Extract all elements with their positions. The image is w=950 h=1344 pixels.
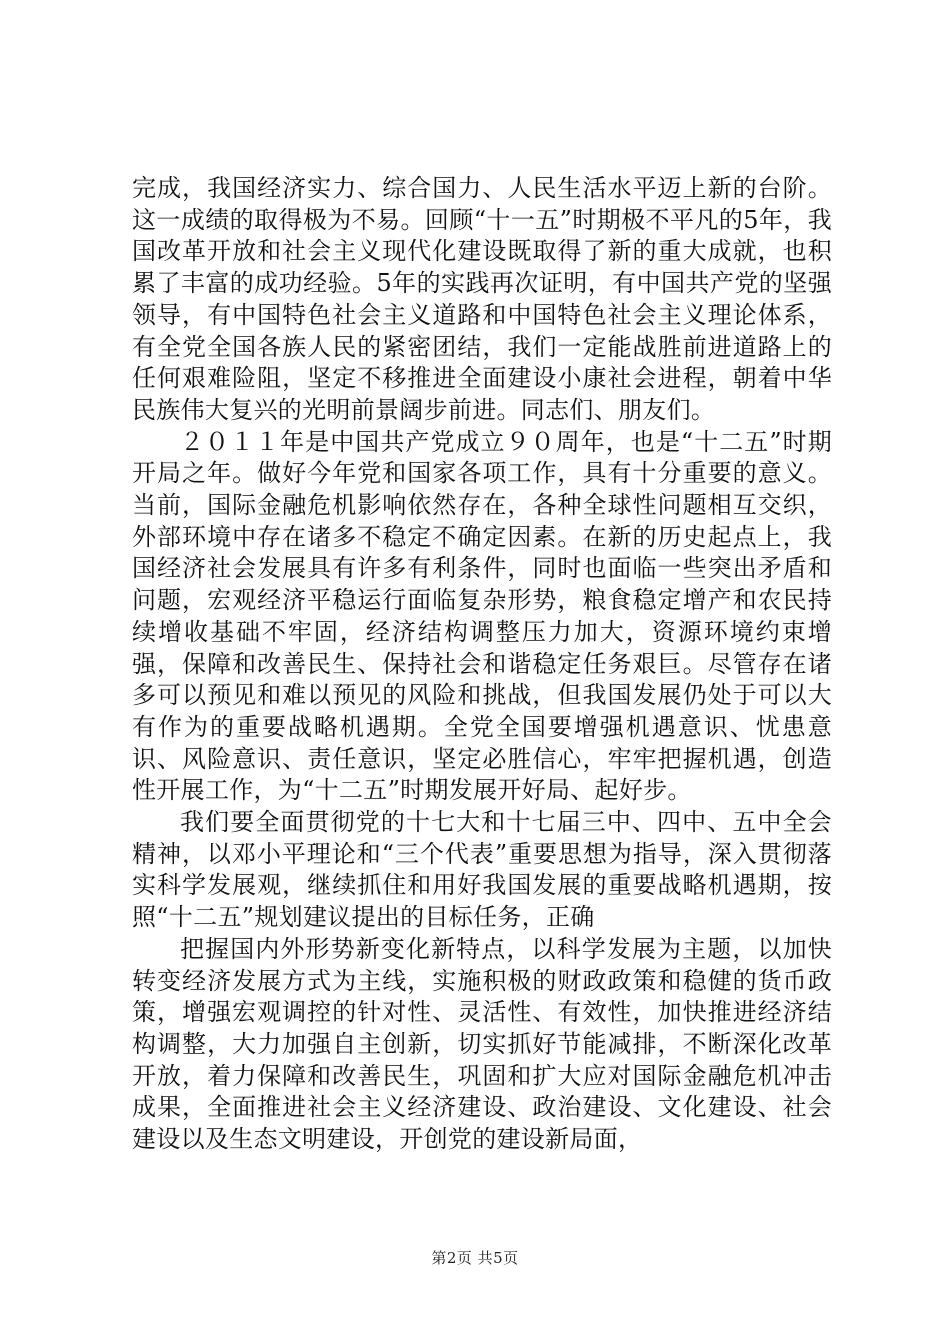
paragraph-3: 我们要全面贯彻党的十七大和十七届三中、四中、五中全会精神，以邓小平理论和“三个代表”重要思想为指导，深入贯彻落实科学发展观，继续抓住和用好我国发展的重要战略机遇期，按照“十二五”规划建议提出的目标任务，正确 <box>132 808 832 932</box>
paragraph-4: 把握国内外形势新变化新特点，以科学发展为主题，以加快转变经济发展方式为主线，实施积极的财政政策和稳健的货币政策，增强宏观调控的针对性、灵活性、有效性，加快推进经济结构调整，大力加强自主创新，切实抓好节能减排，不断深化改革开放，着力保障和改善民生，巩固和扩大应对国际金融危机冲击成果，全面推进社会主义经济建设、政治建设、文化建设、社会建设以及生态文明建设，开创党的建设新局面， <box>132 934 832 1154</box>
paragraph-1: 完成，我国经济实力、综合国力、人民生活水平迈上新的台阶。这一成绩的取得极为不易。回顾“十一五”时期极不平凡的5年，我国改革开放和社会主义现代化建设既取得了新的重大成就，也积累了丰富的成功经验。5年的实践再次证明，有中国共产党的坚强领导，有中国特色社会主义道路和中国特色社会主义理论体系，有全党全国各族人民的紧密团结，我们一定能战胜前进道路上的任何艰难险阻，坚定不移推进全面建设小康社会进程，朝着中华民族伟大复兴的光明前景阔步前进。同志们、朋友们。 <box>132 174 832 424</box>
paragraph-2: ２０１１年是中国共产党成立９０周年，也是“十二五”时期开局之年。做好今年党和国家各项工作，具有十分重要的意义。当前，国际金融危机影响依然存在，各种全球性问题相互交织，外部环境中存在诸多不稳定不确定因素。在新的历史起点上，我国经济社会发展具有许多有利条件，同时也面临一些突出矛盾和问题，宏观经济平稳运行面临复杂形势，粮食稳定增产和农民持续增收基础不牢固，经济结构调整压力加大，资源环境约束增强，保障和改善民生、保持社会和谐稳定任务艰巨。尽管存在诸多可以预见和难以预见的风险和挑战，但我国发展仍处于可以大有作为的重要战略机遇期。全党全国要增强机遇意识、忧患意识、风险意识、责任意识，坚定必胜信心，牢牢把握机遇，创造性开展工作，为“十二五”时期发展开好局、起好步。 <box>132 427 832 805</box>
page-footer: 第2页 共5页 <box>431 1249 519 1267</box>
document-body <box>132 173 832 1156</box>
